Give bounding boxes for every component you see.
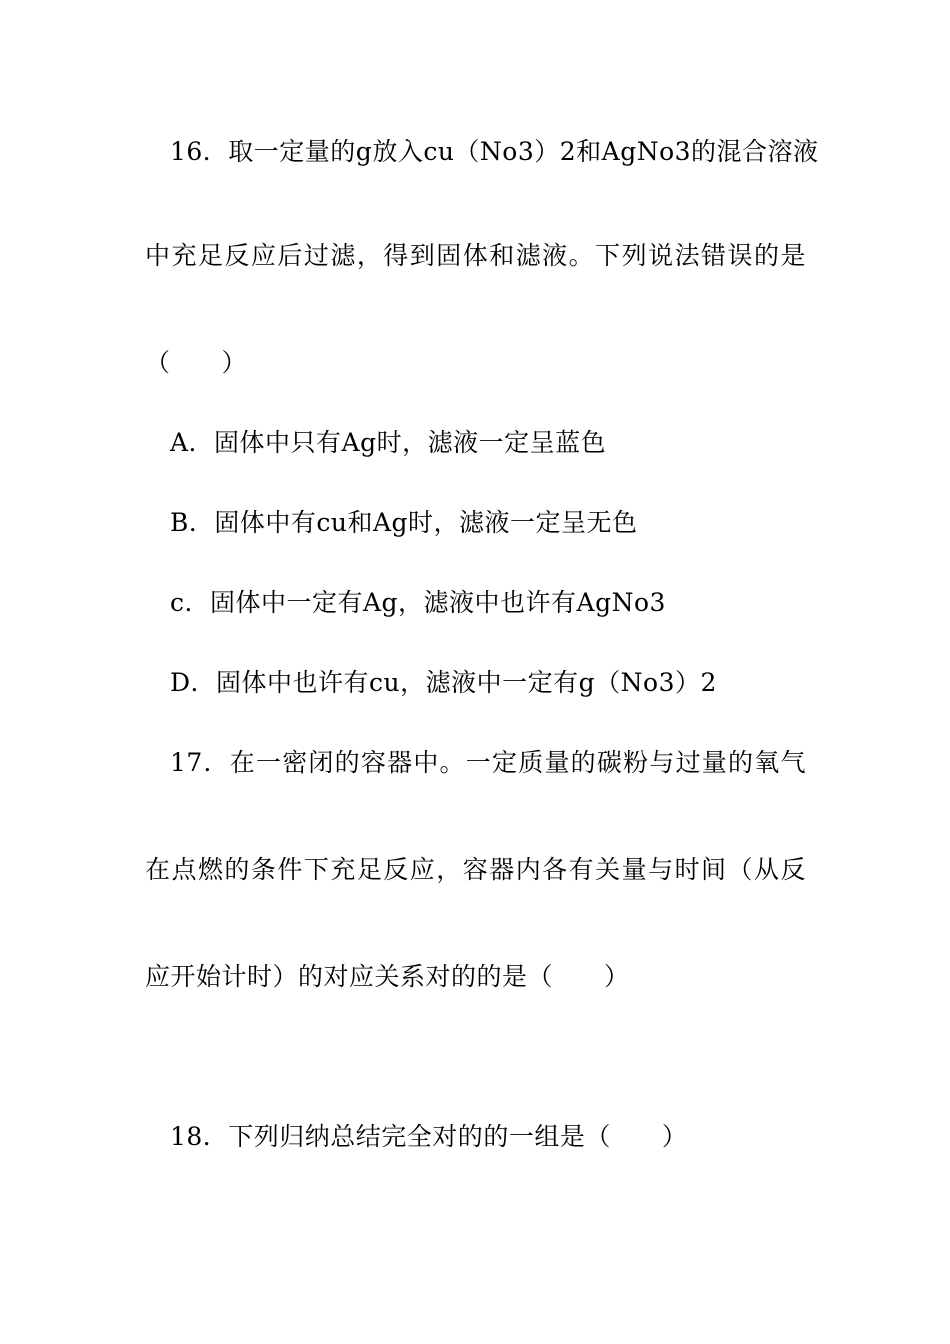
question-17-line-2: 在点燃的条件下充足反应，容器内各有关量与时间（从反 <box>145 855 806 884</box>
question-16-option-a: A．固体中只有Ag时，滤液一定呈蓝色 <box>170 428 607 457</box>
question-16-option-d: D．固体中也许有cu，滤液中一定有g（No3）2 <box>170 668 717 697</box>
question-16-option-c: c．固体中一定有Ag，滤液中也许有AgNo3 <box>170 588 666 617</box>
question-17-line-1: 17．在一密闭的容器中。一定质量的碳粉与过量的氧气 <box>170 748 806 777</box>
question-16-option-b: B．固体中有cu和Ag时，滤液一定呈无色 <box>170 508 638 537</box>
question-18-line-1: 18．下列归纳总结完全对的的一组是（ ） <box>170 1122 688 1151</box>
question-16-line-1: 16．取一定量的g放入cu（No3）2和AgNo3的混合溶液 <box>170 137 819 166</box>
question-16-line-2: 中充足反应后过滤，得到固体和滤液。下列说法错误的是 <box>145 241 806 270</box>
question-16-line-3: （ ） <box>145 348 248 377</box>
question-17-line-3: 应开始计时）的对应关系对的的是（ ） <box>145 962 630 991</box>
